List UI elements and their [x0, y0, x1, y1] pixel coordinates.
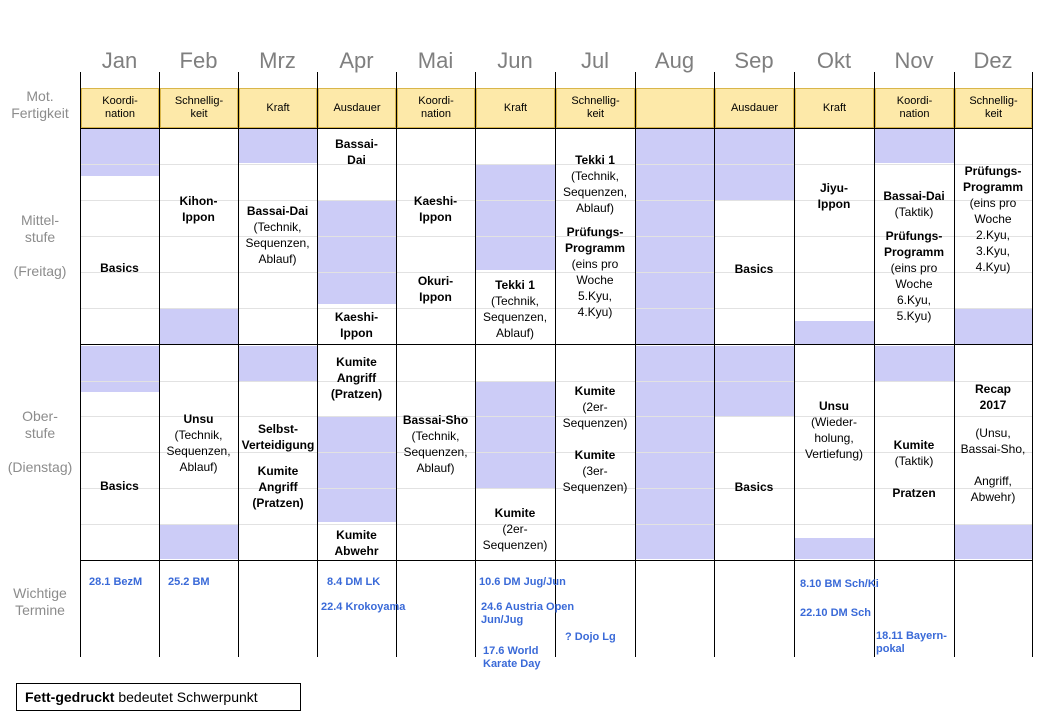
- month-header-jan: Jan: [101, 48, 138, 73]
- mittel-apr-bottom: Kaeshi- Ippon: [334, 310, 379, 340]
- ober-feb: Unsu (Technik, Sequenzen, Ablauf): [166, 412, 231, 474]
- shaded-block-dez: [955, 525, 1032, 559]
- inner-grid-line: [80, 524, 1032, 525]
- shaded-block-dez: [955, 308, 1032, 344]
- row-separator-line: [80, 128, 1033, 129]
- column-separator-line: [794, 72, 795, 657]
- mittel-okt: Jiyu- Ippon: [817, 181, 851, 211]
- inner-grid-line: [80, 381, 1032, 382]
- column-separator-line: [714, 72, 715, 657]
- ober-jul: Kumite (2er- Sequenzen) Kumite (3er- Sequenzen): [562, 384, 628, 494]
- ober-apr-bottom: Kumite Abwehr: [334, 528, 379, 558]
- termin-jun-1: 10.6 DM Jug/Jun: [479, 576, 566, 588]
- mittel-dez: Prüfungs- Programm (eins pro Woche 2.Kyu, 3.Kyu, 4.Kyu): [962, 164, 1024, 274]
- mittel-jun: Tekki 1 (Technik, Sequenzen, Ablauf): [482, 278, 548, 340]
- month-header-mai: Mai: [417, 48, 454, 73]
- row-label-oberstufe: Ober- stufe (Dienstag): [7, 408, 73, 475]
- mittel-apr-top: Bassai- Dai: [335, 137, 378, 167]
- mot-cell-okt: Kraft: [795, 88, 874, 128]
- row-label-termine: Wichtige Termine: [13, 585, 67, 618]
- mot-cell-sep: Ausdauer: [715, 88, 794, 128]
- ober-mrz: Selbst- Verteidigung Kumite Angriff (Pratzen): [241, 422, 315, 510]
- shaded-block-apr: [318, 416, 396, 522]
- shaded-block-jun: [476, 382, 555, 488]
- mittel-feb: Kihon- Ippon: [179, 194, 218, 224]
- month-header-jun: Jun: [497, 48, 533, 73]
- row-label-mittelstufe: Mittel- stufe (Freitag): [13, 212, 67, 279]
- row-separator-line: [80, 560, 1033, 561]
- ober-nov: Kumite (Taktik) Pratzen: [892, 438, 936, 500]
- mot-cell-dez: Schnellig- keit: [955, 88, 1032, 128]
- termin-jun-2: 24.6 Austria Open Jun/Jug: [481, 601, 575, 626]
- shaded-block-jan: [81, 129, 159, 176]
- ober-jan: Basics: [100, 479, 139, 493]
- mittel-nov: Bassai-Dai (Taktik) Prüfungs- Programm (eins pro Woche 6.Kyu, 5.Kyu): [883, 189, 945, 323]
- termin-jun-3: 17.6 World Karate Day: [483, 645, 541, 670]
- shaded-block-mrz: [239, 346, 317, 381]
- termin-jan: 28.1 BezM: [89, 576, 143, 588]
- mot-cell-feb: Schnellig- keit: [160, 88, 238, 128]
- column-separator-line: [80, 72, 81, 657]
- termin-nov: 18.11 Bayern- pokal: [876, 630, 947, 655]
- shaded-block-jan: [81, 346, 159, 392]
- row-separator-line: [80, 344, 1033, 345]
- shaded-block-okt: [795, 321, 874, 344]
- ober-jun: Kumite (2er- Sequenzen): [482, 506, 548, 552]
- mot-cell-jun: Kraft: [476, 88, 555, 128]
- month-header-feb: Feb: [179, 48, 218, 73]
- legend-rest-text: bedeutet Schwerpunkt: [114, 689, 258, 705]
- ober-apr-top: Kumite Angriff (Pratzen): [330, 355, 383, 401]
- ober-sep: Basics: [734, 480, 774, 494]
- mot-cell-aug: [636, 88, 714, 128]
- column-separator-line: [954, 72, 955, 657]
- column-separator-line: [874, 72, 875, 657]
- shaded-block-feb: [160, 308, 238, 344]
- termin-apr-2: 22.4 Krokoyama: [321, 601, 406, 613]
- row-label-mot: Mot. Fertigkeit: [11, 88, 69, 121]
- month-header-apr: Apr: [339, 48, 374, 73]
- month-header-mrz: Mrz: [259, 48, 296, 73]
- mot-cell-mai: Koordi- nation: [397, 88, 475, 128]
- mittel-mai-top: Kaeshi- Ippon: [413, 194, 458, 224]
- termin-okt-2: 22.10 DM Sch: [800, 607, 871, 619]
- mot-cell-jan: Koordi- nation: [81, 88, 159, 128]
- month-header-dez: Dez: [973, 48, 1013, 73]
- termin-jul: ? Dojo Lg: [565, 631, 616, 643]
- mittel-mrz: Bassai-Dai (Technik, Sequenzen, Ablauf): [245, 204, 310, 266]
- shaded-block-jun: [476, 165, 555, 270]
- mittel-jan: Basics: [100, 261, 139, 275]
- shaded-block-okt: [795, 538, 874, 559]
- mot-cell-nov: Koordi- nation: [875, 88, 954, 128]
- mot-cell-apr: Ausdauer: [318, 88, 396, 128]
- column-separator-line: [635, 72, 636, 657]
- shaded-block-nov: [875, 346, 954, 381]
- shaded-block-nov: [875, 129, 954, 163]
- mot-cell-mrz: Kraft: [239, 88, 317, 128]
- month-header-nov: Nov: [894, 48, 934, 73]
- column-separator-line: [396, 72, 397, 657]
- shaded-block-feb: [160, 525, 238, 559]
- ober-okt: Unsu (Wieder- holung, Vertiefung): [804, 399, 864, 461]
- legend-bold-text: Fett-gedruckt: [25, 689, 115, 705]
- month-header-jul: Jul: [580, 48, 610, 73]
- termin-feb: 25.2 BM: [168, 576, 210, 588]
- mittel-mai-bottom: Okuri- Ippon: [417, 274, 454, 304]
- month-header-aug: Aug: [654, 48, 695, 73]
- shaded-block-mrz: [239, 129, 317, 163]
- month-header-okt: Okt: [816, 48, 852, 73]
- legend-box: [16, 683, 301, 711]
- termin-apr-1: 8.4 DM LK: [327, 576, 381, 588]
- mot-cell-jul: Schnellig- keit: [556, 88, 635, 128]
- month-header-sep: Sep: [734, 48, 774, 73]
- mittel-sep: Basics: [734, 262, 774, 276]
- column-separator-line: [1032, 72, 1033, 657]
- shaded-block-apr: [318, 200, 396, 304]
- column-separator-line: [159, 72, 160, 657]
- column-separator-line: [475, 72, 476, 657]
- mittel-jul: Tekki 1 (Technik, Sequenzen, Ablauf) Prüfungs- Programm (eins pro Woche 5.Kyu, 4.Kyu): [562, 153, 628, 319]
- termin-okt-1: 8.10 BM Sch/Ki: [800, 578, 879, 590]
- ober-mai: Bassai-Sho (Technik, Sequenzen, Ablauf): [402, 413, 469, 475]
- ober-dez: Recap 2017 (Unsu, Bassai-Sho, Angriff, Abwehr): [960, 382, 1026, 504]
- column-separator-line: [238, 72, 239, 657]
